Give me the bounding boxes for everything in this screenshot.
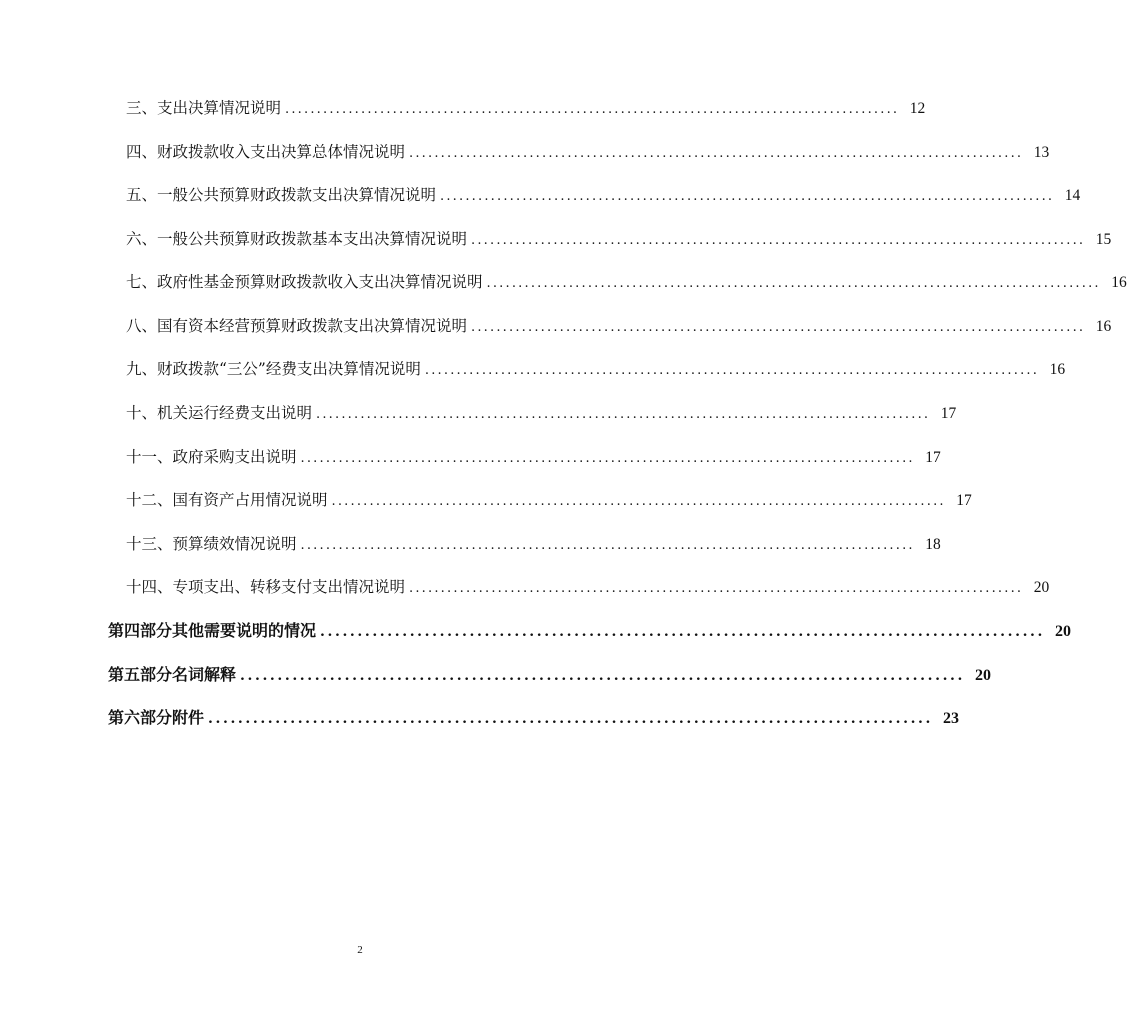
toc-entry-title: 八、国有资本经营预算财政拨款支出决算情况说明 [126, 317, 468, 335]
toc-leader-dots: ................................................................................................. [331, 494, 946, 509]
toc-entry-section-10[interactable] [126, 400, 957, 426]
toc-leader-dots: ................................................................................................. [285, 102, 900, 117]
toc-leader-dots: ................................................................................................. [300, 451, 915, 466]
toc-entry-page: 14 [1064, 187, 1081, 204]
toc-entry-title: 第五部分名词解释 [108, 665, 237, 684]
toc-entry-section-3[interactable] [126, 95, 926, 121]
toc-entry-page: 16 [1095, 318, 1112, 335]
toc-entry-page: 12 [909, 100, 926, 117]
toc-leader-dots: ................................................................................................. [471, 233, 1086, 248]
toc-entry-page: 15 [1095, 231, 1112, 248]
toc-entry-title: 九、财政拨款“三公”经费支出决算情况说明 [126, 360, 421, 378]
toc-leader-dots: ................................................................................................. [440, 189, 1055, 204]
toc-entry-title: 四、财政拨款收入支出决算总体情况说明 [126, 143, 406, 161]
toc-entry-page: 18 [925, 536, 941, 553]
toc-entry-title: 十四、专项支出、转移支付支出情况说明 [126, 578, 406, 596]
toc-leader-dots: ................................................................................................. [316, 407, 931, 422]
toc-entry-part-6[interactable] [108, 705, 959, 731]
toc-entry-section-6[interactable] [126, 226, 1112, 252]
toc-entry-section-14[interactable] [126, 574, 1050, 600]
toc-entry-page: 17 [956, 492, 972, 509]
toc-leader-dots: ................................................................................................. [320, 624, 1045, 640]
toc-leader-dots: ................................................................................................. [486, 276, 1101, 291]
toc-entry-part-4[interactable] [108, 618, 1071, 644]
toc-entry-section-5[interactable] [126, 182, 1081, 208]
toc-entry-page: 13 [1033, 144, 1050, 161]
toc-entry-title: 十一、政府采购支出说明 [126, 448, 297, 466]
toc-entry-page: 20 [975, 667, 991, 684]
toc-entry-page: 16 [1049, 361, 1066, 378]
toc-entry-page: 23 [943, 710, 959, 727]
toc-entry-title: 第六部分附件 [108, 708, 205, 727]
toc-entry-section-12[interactable] [126, 487, 972, 513]
toc-entry-page: 16 [1111, 274, 1127, 291]
toc-leader-dots: ................................................................................................. [409, 581, 1024, 596]
toc-entry-title: 第四部分其他需要说明的情况 [108, 621, 317, 640]
toc-leader-dots: ................................................................................................. [300, 538, 915, 553]
toc-entry-title: 五、一般公共预算财政拨款支出决算情况说明 [126, 186, 437, 204]
toc-leader-dots: ................................................................................................. [240, 668, 965, 684]
toc-entry-page: 20 [1055, 623, 1071, 640]
toc-entry-page: 20 [1033, 579, 1050, 596]
toc-leader-dots: ................................................................................................. [424, 363, 1040, 378]
toc-entry-page: 17 [940, 405, 957, 422]
toc-entry-section-9[interactable] [126, 356, 1066, 382]
toc-entry-title: 十三、预算绩效情况说明 [126, 535, 297, 553]
toc-leader-dots: ................................................................................................. [409, 146, 1024, 161]
toc-entry-title: 十、机关运行经费支出说明 [126, 404, 313, 422]
toc-entry-title: 十二、国有资产占用情况说明 [126, 491, 328, 509]
toc-entry-title: 三、支出决算情况说明 [126, 99, 282, 117]
toc-leader-dots: ................................................................................................. [471, 320, 1086, 335]
toc-leader-dots: ................................................................................................. [208, 711, 933, 727]
toc-entry-part-5[interactable] [108, 662, 991, 688]
toc-entry-title: 六、一般公共预算财政拨款基本支出决算情况说明 [126, 230, 468, 248]
toc-entry-title: 七、政府性基金预算财政拨款收入支出决算情况说明 [126, 273, 483, 291]
page-number: 2 [357, 944, 363, 956]
toc-entry-section-7[interactable] [126, 269, 1127, 295]
toc-entry-section-11[interactable] [126, 444, 941, 470]
toc-entry-page: 17 [925, 449, 941, 466]
toc-entry-section-4[interactable] [126, 139, 1050, 165]
toc-entry-section-8[interactable] [126, 313, 1112, 339]
toc-entry-section-13[interactable] [126, 531, 941, 557]
